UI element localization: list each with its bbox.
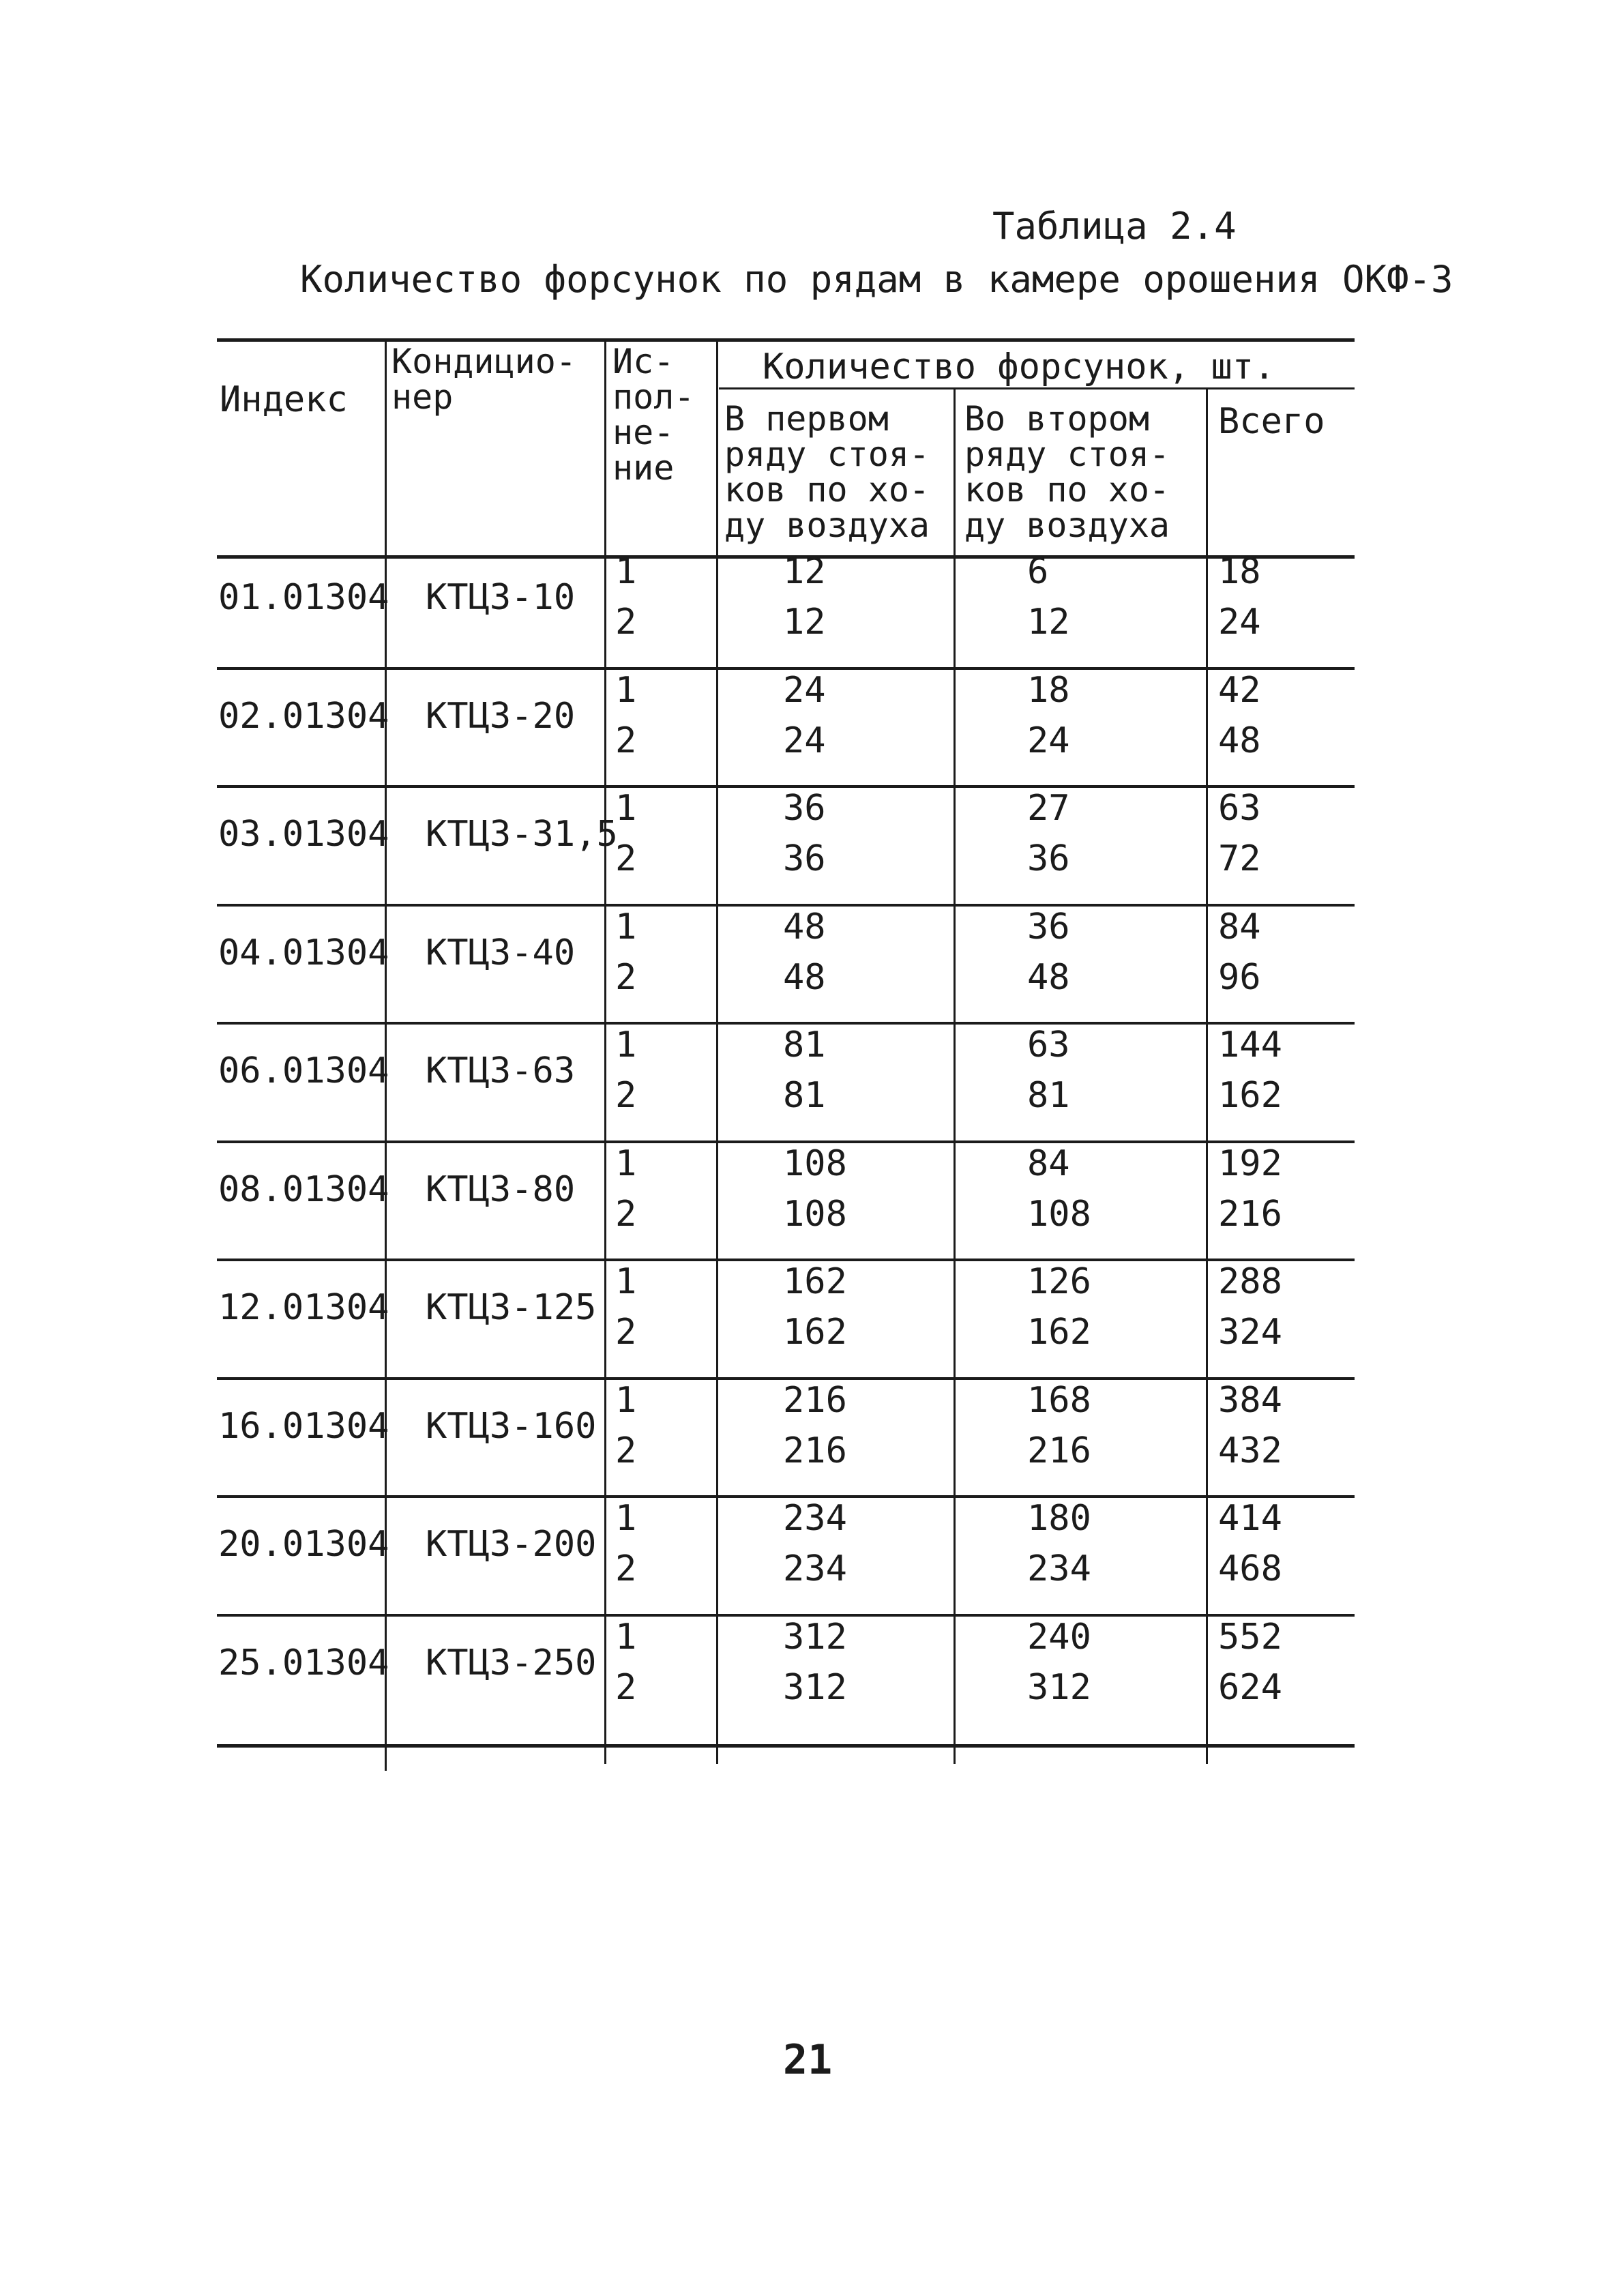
row-first-count: 234 — [783, 1548, 847, 1589]
row-index: 06.01304 — [218, 1050, 389, 1091]
injector-count-table — [217, 338, 1355, 1771]
row-second-count: 234 — [1027, 1548, 1091, 1589]
row-first-count: 108 — [783, 1193, 847, 1235]
row-total: 324 — [1218, 1312, 1282, 1353]
row-second-count: 27 — [1027, 788, 1070, 829]
row-execution: 1 — [615, 1025, 637, 1065]
row-second-count: 36 — [1027, 906, 1070, 947]
row-first-count: 234 — [783, 1498, 847, 1539]
row-total: 96 — [1218, 956, 1261, 998]
row-execution: 1 — [615, 1498, 637, 1539]
row-execution: 1 — [615, 1379, 637, 1421]
row-first-count: 108 — [783, 1143, 847, 1184]
row-index: 03.01304 — [218, 814, 389, 855]
row-index: 20.01304 — [218, 1524, 389, 1565]
row-second-count: 162 — [1027, 1312, 1091, 1353]
row-total: 42 — [1218, 669, 1261, 711]
row-conditioner: КТЦ3-10 — [426, 577, 576, 618]
row-first-count: 216 — [783, 1379, 847, 1421]
header-total: Всего — [1218, 401, 1325, 442]
header-conditioner: Кондицио- нер — [391, 342, 576, 417]
table-bottom-rule — [217, 1744, 1355, 1748]
row-second-count: 36 — [1027, 838, 1070, 879]
column-divider — [604, 338, 606, 1764]
row-execution: 2 — [615, 838, 637, 879]
row-conditioner: КТЦ3-250 — [426, 1642, 597, 1683]
row-second-count: 63 — [1027, 1025, 1070, 1065]
row-execution: 1 — [615, 1143, 637, 1184]
row-index: 12.01304 — [218, 1287, 389, 1328]
row-index: 01.01304 — [218, 577, 389, 618]
row-first-count: 162 — [783, 1312, 847, 1353]
row-total: 432 — [1218, 1430, 1282, 1471]
row-execution: 2 — [615, 1666, 637, 1708]
row-first-count: 24 — [783, 669, 826, 711]
row-total: 552 — [1218, 1616, 1282, 1658]
row-conditioner: КТЦ3-80 — [426, 1168, 576, 1210]
row-total: 288 — [1218, 1261, 1282, 1302]
header-first-row: В первом ряду стоя- ков по хо- ду воздуха — [724, 399, 930, 545]
row-second-count: 240 — [1027, 1616, 1091, 1658]
column-divider — [1206, 389, 1208, 1764]
row-first-count: 12 — [783, 602, 826, 643]
row-execution: 1 — [615, 788, 637, 829]
header-index: Индекс — [220, 379, 348, 420]
row-second-count: 180 — [1027, 1498, 1091, 1539]
row-total: 48 — [1218, 720, 1261, 761]
row-execution: 2 — [615, 956, 637, 998]
row-first-count: 36 — [783, 788, 826, 829]
row-second-count: 24 — [1027, 720, 1070, 761]
row-second-count: 312 — [1027, 1666, 1091, 1708]
row-second-count: 6 — [1027, 551, 1049, 592]
row-first-count: 312 — [783, 1616, 847, 1658]
row-execution: 1 — [615, 1261, 637, 1302]
row-conditioner: КТЦ3-20 — [426, 695, 576, 737]
row-index: 16.01304 — [218, 1405, 389, 1447]
row-second-count: 48 — [1027, 956, 1070, 998]
row-index: 02.01304 — [218, 695, 389, 737]
row-first-count: 312 — [783, 1666, 847, 1708]
row-execution: 1 — [615, 906, 637, 947]
header-execution: Ис- пол- не- ние — [612, 342, 695, 488]
row-total: 72 — [1218, 838, 1261, 879]
row-total: 384 — [1218, 1379, 1282, 1421]
row-second-count: 126 — [1027, 1261, 1091, 1302]
row-execution: 2 — [615, 1548, 637, 1589]
row-second-count: 81 — [1027, 1075, 1070, 1116]
row-execution: 2 — [615, 1430, 637, 1471]
row-execution: 1 — [615, 669, 637, 711]
row-total: 192 — [1218, 1143, 1282, 1184]
row-total: 24 — [1218, 602, 1261, 643]
row-total: 63 — [1218, 788, 1261, 829]
row-execution: 2 — [615, 1193, 637, 1235]
row-total: 84 — [1218, 906, 1261, 947]
row-index: 08.01304 — [218, 1168, 389, 1210]
row-first-count: 48 — [783, 956, 826, 998]
row-second-count: 18 — [1027, 669, 1070, 711]
row-index: 25.01304 — [218, 1642, 389, 1683]
row-first-count: 48 — [783, 906, 826, 947]
row-total: 216 — [1218, 1193, 1282, 1235]
row-conditioner: КТЦ3-40 — [426, 932, 576, 973]
row-total: 18 — [1218, 551, 1261, 592]
row-conditioner: КТЦ3-200 — [426, 1524, 597, 1565]
row-second-count: 84 — [1027, 1143, 1070, 1184]
row-total: 624 — [1218, 1666, 1282, 1708]
row-first-count: 81 — [783, 1075, 826, 1116]
row-first-count: 24 — [783, 720, 826, 761]
row-execution: 2 — [615, 720, 637, 761]
row-first-count: 81 — [783, 1025, 826, 1065]
page-number: 21 — [783, 2036, 833, 2084]
row-total: 414 — [1218, 1498, 1282, 1539]
row-index: 04.01304 — [218, 932, 389, 973]
row-total: 162 — [1218, 1075, 1282, 1116]
row-second-count: 12 — [1027, 602, 1070, 643]
column-divider — [716, 338, 718, 1764]
row-total: 468 — [1218, 1548, 1282, 1589]
row-execution: 2 — [615, 1312, 637, 1353]
row-execution: 2 — [615, 602, 637, 643]
row-conditioner: КТЦ3-160 — [426, 1405, 597, 1447]
row-first-count: 162 — [783, 1261, 847, 1302]
table-top-rule — [217, 338, 1355, 342]
row-second-count: 108 — [1027, 1193, 1091, 1235]
row-execution: 2 — [615, 1075, 637, 1116]
row-second-count: 168 — [1027, 1379, 1091, 1421]
row-conditioner: КТЦ3-125 — [426, 1287, 597, 1328]
group-header-rule — [719, 387, 1355, 389]
row-first-count: 36 — [783, 838, 826, 879]
row-execution: 1 — [615, 1616, 637, 1658]
row-conditioner: КТЦ3-63 — [426, 1050, 576, 1091]
table-title: Количество форсунок по рядам в камере орошения ОКФ-3 — [300, 258, 1453, 301]
header-injector-count: Количество форсунок, шт. — [763, 347, 1275, 387]
row-total: 144 — [1218, 1025, 1282, 1065]
table-number: Таблица 2.4 — [992, 205, 1237, 248]
column-divider — [954, 389, 956, 1764]
row-first-count: 216 — [783, 1430, 847, 1471]
header-second-row: Во втором ряду стоя- ков по хо- ду воздуха — [964, 399, 1170, 545]
row-second-count: 216 — [1027, 1430, 1091, 1471]
row-first-count: 12 — [783, 551, 826, 592]
row-execution: 1 — [615, 551, 637, 592]
row-conditioner: КТЦ3-31,5 — [426, 814, 618, 855]
